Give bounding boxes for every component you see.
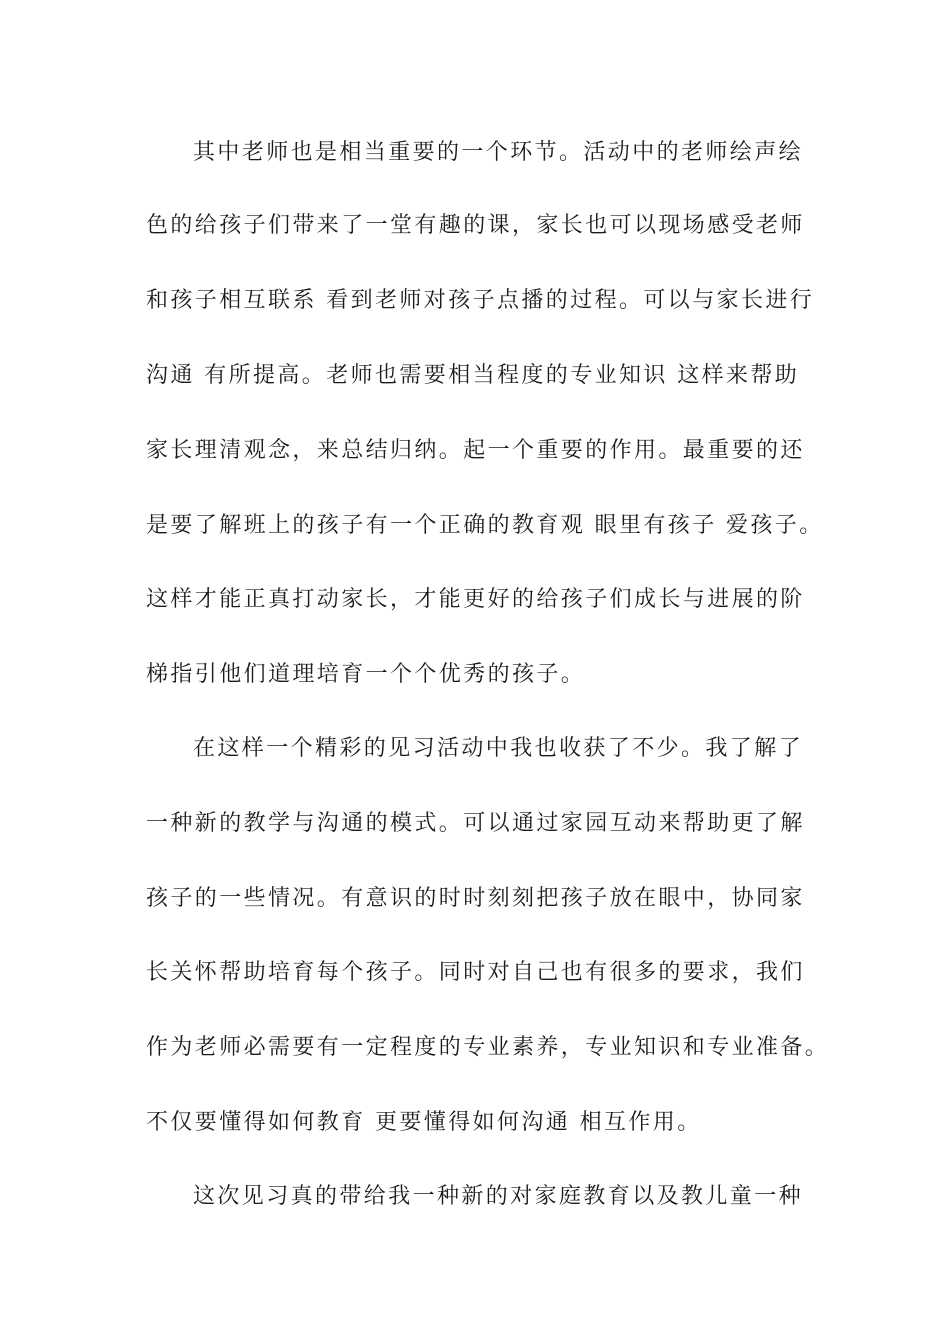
paragraph-1-line-6: 是要了解班上的孩子有一个正确的教育观 眼里有孩子 爱孩子。	[146, 513, 824, 538]
paragraph-2-line-3: 孩子的一些情况。有意识的时时刻刻把孩子放在眼中，协同家	[146, 886, 805, 911]
paragraph-2-line-4: 长关怀帮助培育每个孩子。同时对自己也有很多的要求，我们	[146, 960, 805, 985]
paragraph-1-line-5: 家长理清观念，来总结归纳。起一个重要的作用。最重要的还	[146, 438, 805, 463]
paragraph-1-line-8: 梯指引他们道理培育一个个优秀的孩子。	[146, 662, 586, 687]
paragraph-2-line-1: 在这样一个精彩的见习活动中我也收获了不少。我了解了	[193, 736, 804, 761]
paragraph-2-line-6: 不仅要懂得如何教育 更要懂得如何沟通 相互作用。	[146, 1110, 702, 1135]
paragraph-2-line-5: 作为老师必需要有一定程度的专业素养，专业知识和专业准备。	[146, 1035, 830, 1060]
paragraph-1-line-7: 这样才能正真打动家长，才能更好的给孩子们成长与进展的阶	[146, 587, 805, 612]
paragraph-1-line-1: 其中老师也是相当重要的一个环节。活动中的老师绘声绘	[193, 140, 804, 165]
paragraph-2-line-2: 一种新的教学与沟通的模式。可以通过家园互动来帮助更了解	[146, 811, 805, 836]
paragraph-1-line-3: 和孩子相互联系 看到老师对孩子点播的过程。可以与家长进行	[146, 288, 815, 313]
paragraph-1-line-4: 沟通 有所提高。老师也需要相当程度的专业知识 这样来帮助	[146, 363, 800, 388]
paragraph-1-line-2: 色的给孩子们带来了一堂有趣的课，家长也可以现场感受老师	[146, 213, 805, 238]
paragraph-3-line-1: 这次见习真的带给我一种新的对家庭教育以及教儿童一种	[193, 1184, 804, 1209]
